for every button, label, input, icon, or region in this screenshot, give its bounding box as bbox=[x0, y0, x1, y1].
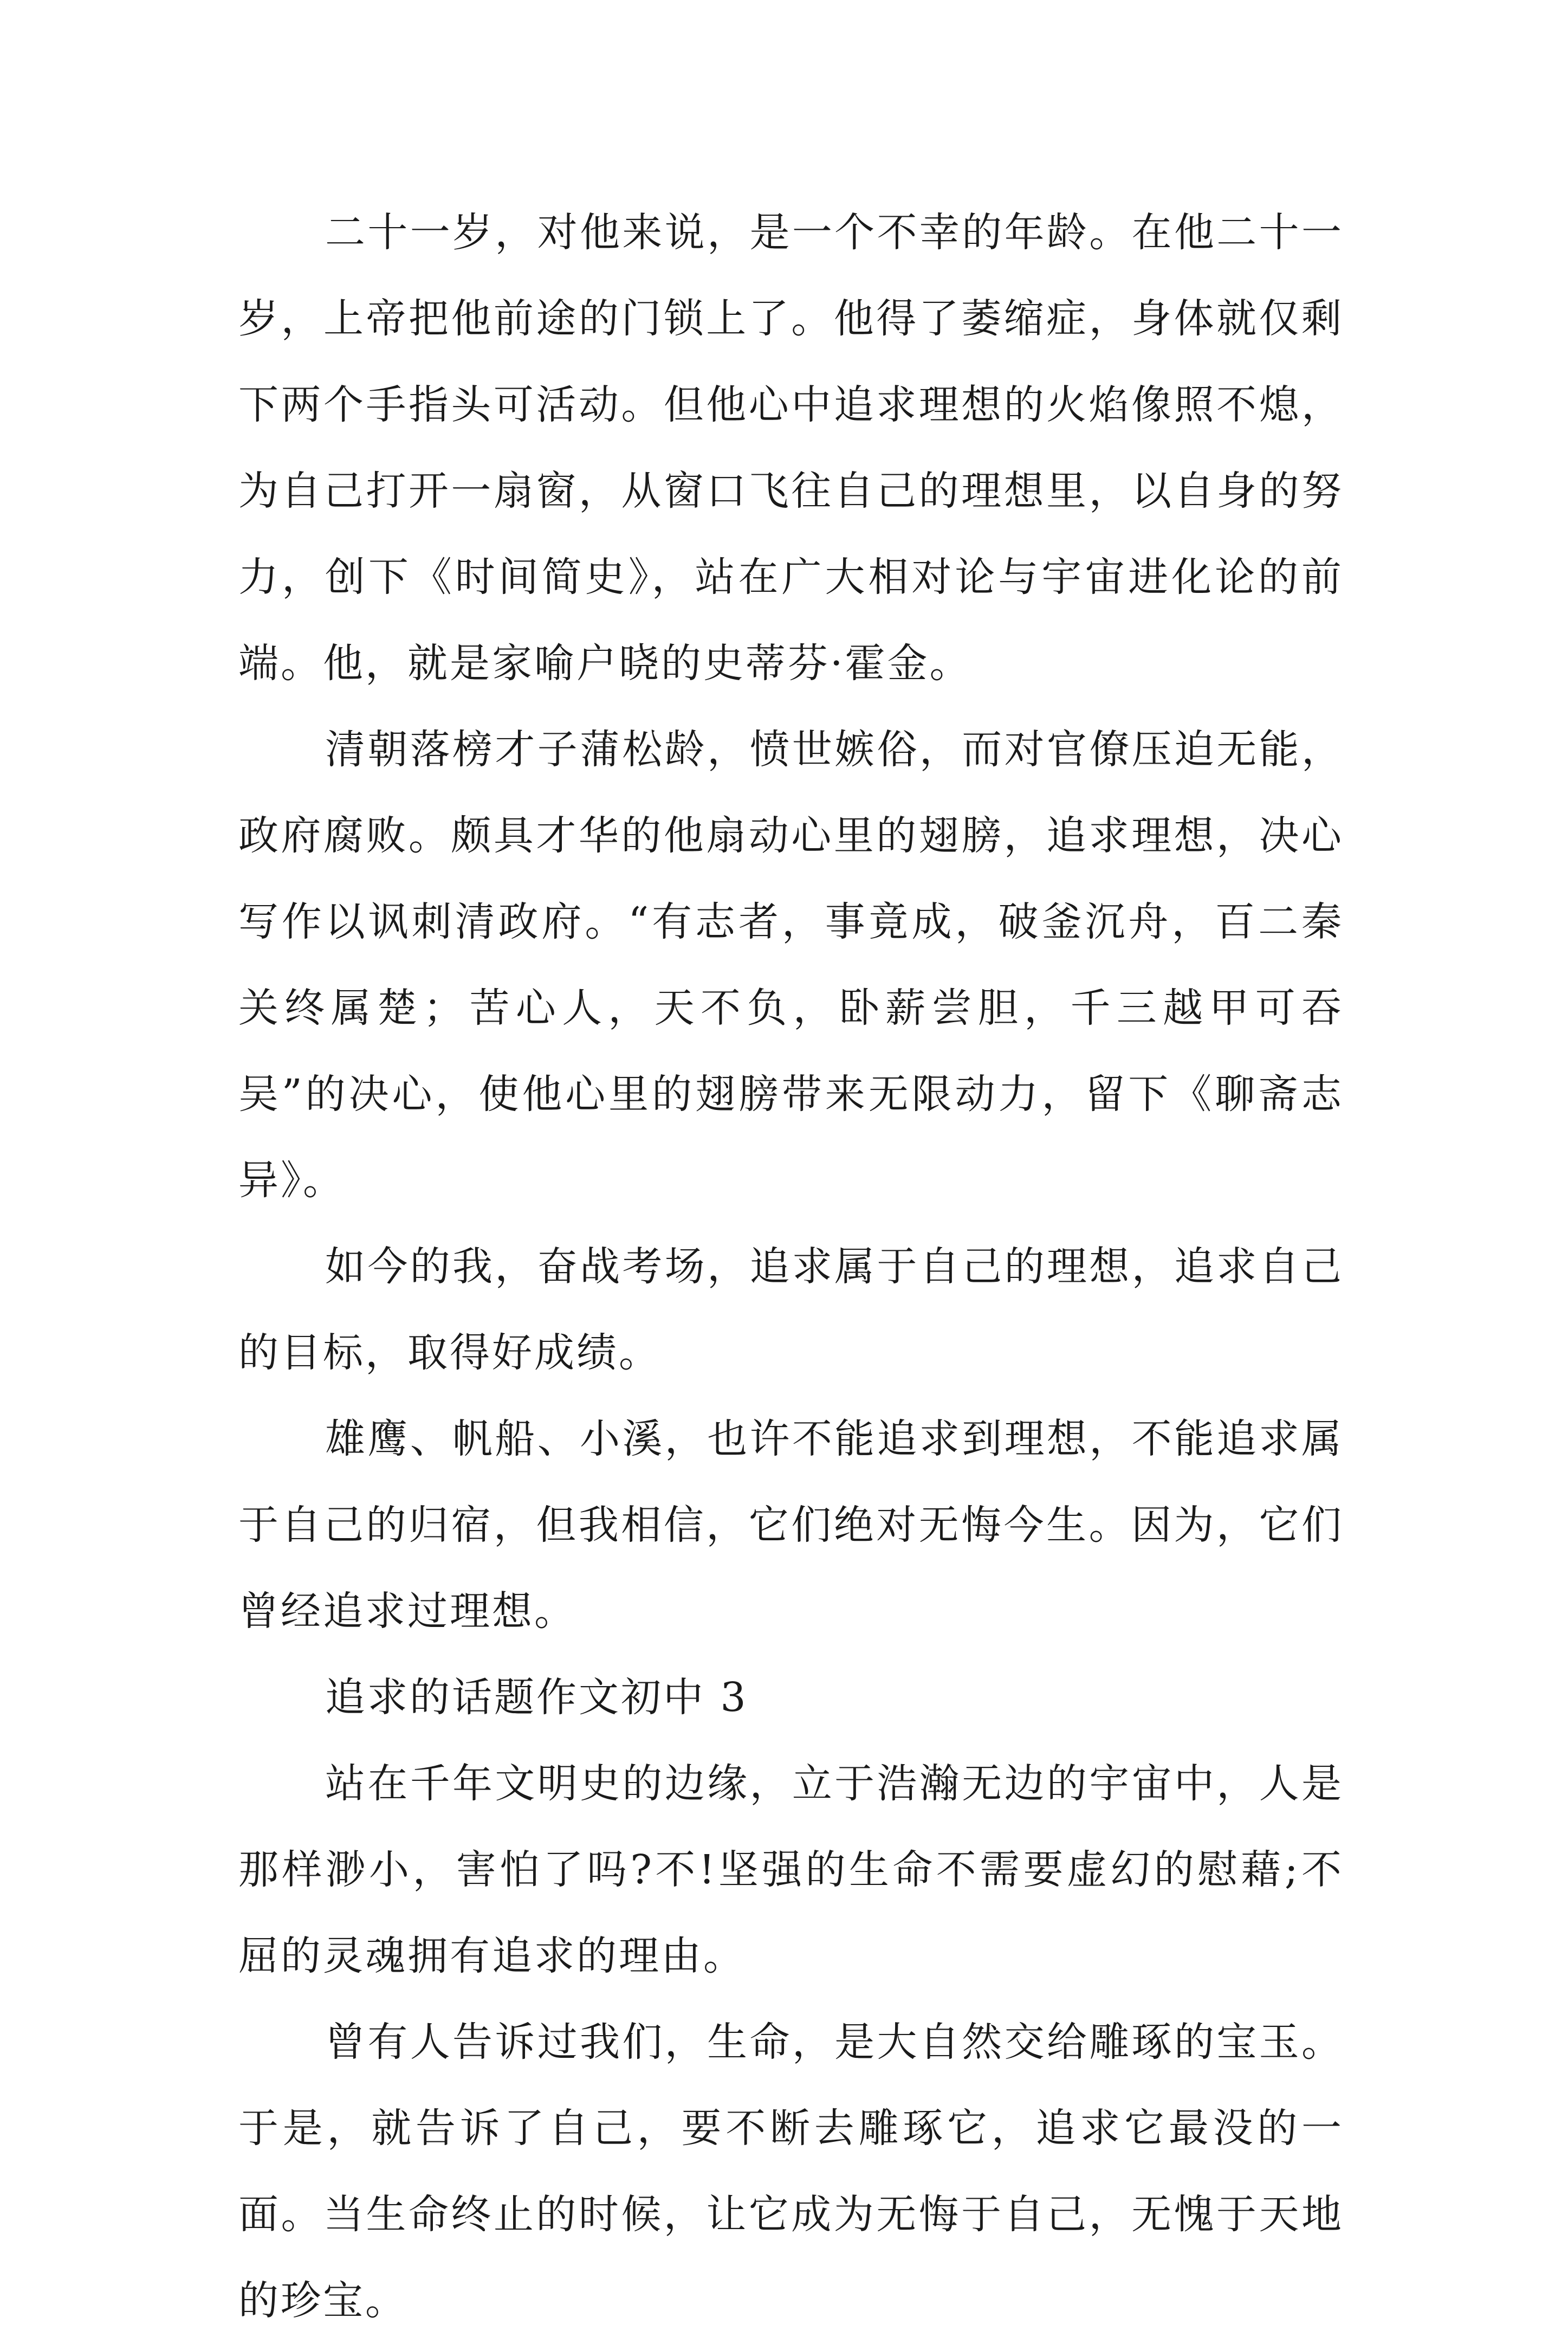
paragraph-civilization-edge: 站在千年文明史的边缘，立于浩瀚无边的宇宙中，人是那样渺小，害怕了吗?不!坚强的生命不需要虚幻的慰藉;不屈的灵魂拥有追求的理由。 bbox=[238, 1760, 1344, 1979]
paragraph-life-jade: 曾有人告诉过我们，生命，是大自然交给雕琢的宝玉。于是，就告诉了自己，要不断去雕琢它，追求它最没的一面。当生命终止的时候，让它成为无悔于自己，无愧于天地的珍宝。 bbox=[238, 2019, 1344, 2324]
paragraph-hawking: 二十一岁，对他来说，是一个不幸的年龄。在他二十一岁，上帝把他前途的门锁上了。他得了萎缩症，身体就仅剩下两个手指头可活动。但他心中追求理想的火焰像照不熄，为自己打开一扇窗，从窗口飞往自己的理想里，以自身的努力，创下《时间简史》，站在广大相对论与宇宙进化论的前端。他，就是家喻户晓的史蒂芬·霍金。 bbox=[238, 209, 1344, 687]
paragraph-pu-songling: 清朝落榜才子蒲松龄，愤世嫉俗，而对官僚压迫无能，政府腐败。颇具才华的他扇动心里的翅膀，追求理想，决心写作以讽刺清政府。“有志者，事竟成，破釜沉舟，百二秦关终属楚；苦心人，天不负，卧薪尝胆，千三越甲可吞吴”的决心，使他心里的翅膀带来无限动力，留下《聊斋志异》。 bbox=[238, 726, 1344, 1204]
section-heading: 追求的话题作文初中 3 bbox=[325, 1674, 748, 1721]
paragraph-myself: 如今的我，奋战考场，追求属于自己的理想，追求自己的目标，取得好成绩。 bbox=[238, 1243, 1344, 1376]
document-body bbox=[238, 190, 1344, 2344]
paragraph-eagle-boat-stream: 雄鹰、帆船、小溪，也许不能追求到理想，不能追求属于自己的归宿，但我相信，它们绝对无悔今生。因为，它们曾经追求过理想。 bbox=[238, 1416, 1344, 1635]
